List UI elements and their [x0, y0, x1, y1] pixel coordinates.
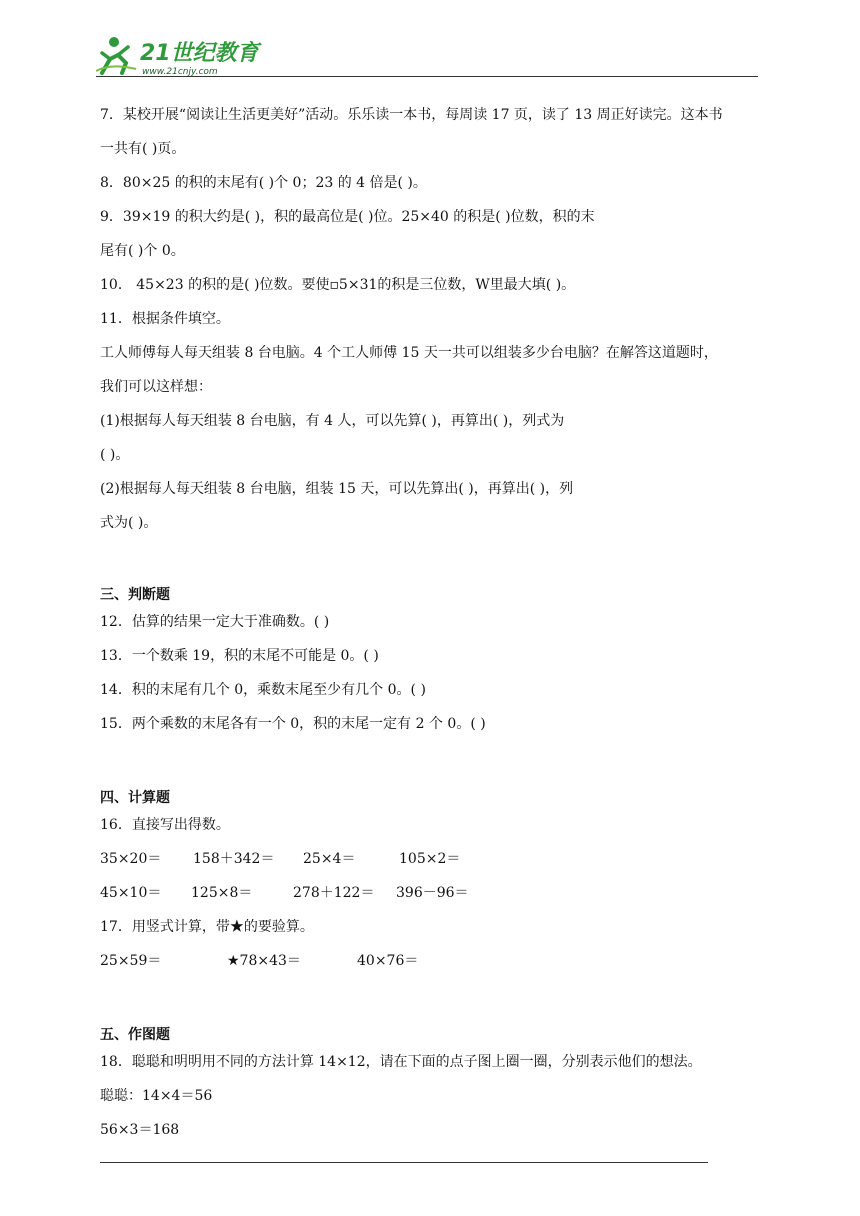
section-heading-judge: 三、判断题 [100, 587, 170, 603]
section-heading-calc: 四、计算题 [100, 790, 170, 806]
question-11-title: 11．根据条件填空。 [100, 311, 230, 327]
question-7-line-2: 一共有( )页。 [100, 141, 186, 157]
calc-item: 158＋342＝ [193, 851, 275, 867]
calc-item: 25×59＝ [100, 953, 162, 969]
question-11-sub-1-line-1: (1)根据每人每天组装 8 台电脑，有 4 人，可以先算( )，再算出( )，列式为 [100, 413, 565, 429]
question-15: 15．两个乘数的末尾各有一个 0，积的末尾一定有 2 个 0。( ) [100, 716, 486, 732]
question-17: 17．用竖式计算，带★的要验算。 [100, 919, 314, 935]
calc-item: 105×2＝ [399, 851, 461, 867]
calc-item: 125×8＝ [191, 885, 253, 901]
question-7-line-1: 7．某校开展“阅读让生活更美好”活动。乐乐读一本书，每周读 17 页，读了 13 周正好读完。这本书 [100, 107, 723, 123]
question-11-sub-2-line-1: (2)根据每人每天组装 8 台电脑，组装 15 天，可以先算出( )，再算出( )，列 [100, 481, 574, 497]
section-heading-draw: 五、作图题 [100, 1027, 170, 1043]
logo [96, 33, 296, 77]
calc-item: 40×76＝ [357, 953, 419, 969]
question-13: 13．一个数乘 19，积的末尾不可能是 0。( ) [100, 648, 379, 664]
runner-icon [96, 37, 136, 73]
question-10: 10． 45×23 的积的是( )位数。要使▫5×31的积是三位数，W里最大填( )。 [100, 277, 576, 293]
calc-item: 396－96＝ [396, 885, 469, 901]
question-18: 18．聪聪和明明用不同的方法计算 14×12，请在下面的点子图上圈一圈，分别表示他们的想法。 [100, 1054, 702, 1070]
question-8: 8．80×25 的积的末尾有( )个 0；23 的 4 倍是( )。 [100, 175, 427, 191]
header-divider [96, 76, 758, 77]
footer-divider [100, 1162, 708, 1163]
question-11-sub-1-line-2: ( )。 [100, 447, 130, 463]
calc-item: 45×10＝ [100, 885, 162, 901]
question-11-paragraph-2: 我们可以这样想： [100, 379, 212, 395]
question-16: 16．直接写出得数。 [100, 817, 230, 833]
question-14: 14．积的末尾有几个 0，乘数末尾至少有几个 0。( ) [100, 682, 426, 698]
calc-item: 278＋122＝ [293, 885, 375, 901]
logo-url: www.21cnjy.com [142, 67, 218, 77]
question-11-paragraph-1: 工人师傅每人每天组装 8 台电脑。4 个工人师傅 15 天一共可以组装多少台电脑？在解答这道题时， [100, 345, 718, 361]
calc-item: 25×4＝ [303, 851, 356, 867]
question-9-line-2: 尾有( )个 0。 [100, 243, 185, 259]
calc-item: 35×20＝ [100, 851, 162, 867]
question-12: 12．估算的结果一定大于准确数。( ) [100, 614, 330, 630]
question-11-sub-2-line-2: 式为( )。 [100, 515, 158, 531]
question-9-line-1: 9．39×19 的积大约是( )，积的最高位是( )位。25×40 的积是( )位数，积的末 [100, 209, 595, 225]
question-18-line-1: 聪聪：14×4＝56 [100, 1088, 213, 1104]
question-18-line-2: 56×3＝168 [100, 1122, 180, 1138]
logo-text: 21世纪教育 [140, 41, 259, 66]
calc-item: ★78×43＝ [227, 953, 301, 969]
